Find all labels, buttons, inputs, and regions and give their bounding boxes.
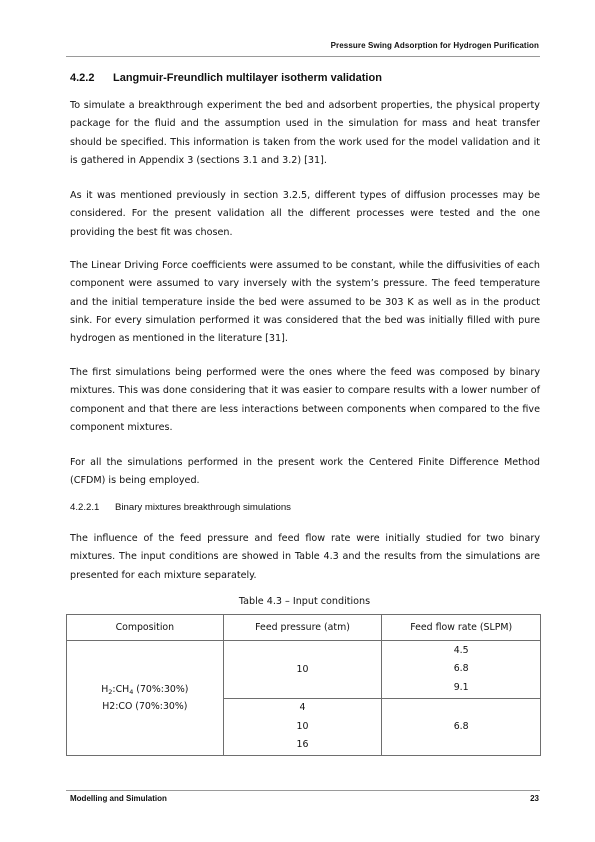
- composition-h2-co: H2:CO (70%:30%): [102, 701, 188, 712]
- paragraph-4: The first simulations being performed were the ones where the feed was composed by binary mixtures. This was done considering that it was easier to compare results with a lower number of component and that there are less interactions between components when compared to the five component mixtures.: [70, 367, 540, 433]
- page-number: 23: [530, 794, 539, 803]
- pressure-cell: [223, 698, 382, 756]
- table-header-row: [67, 615, 541, 641]
- input-conditions-table: [66, 614, 541, 756]
- flow-rate-cell: 6.8: [382, 698, 541, 756]
- paragraph-5: For all the simulations performed in the present work the Centered Finite Difference Method (CFDM) is being employed.: [70, 457, 540, 487]
- composition-h2-ch4: $H_2:CH_4$ (70%:30%): [101, 684, 189, 696]
- flow-rate-value: 4.5: [453, 644, 469, 656]
- subsection-title: Binary mixtures breakthrough simulations: [115, 502, 291, 513]
- subsection-number: 4.2.2.1: [70, 502, 100, 513]
- footer-chapter-title: Modelling and Simulation: [70, 794, 167, 803]
- composition-cell: [67, 641, 224, 756]
- column-header-feed-pressure: Feed pressure (atm): [223, 615, 382, 641]
- subsection-heading: [70, 502, 291, 513]
- table-caption: Table 4.3 – Input conditions: [238, 596, 371, 607]
- footer-divider: [66, 790, 540, 791]
- paragraph-1: To simulate a breakthrough experiment the bed and adsorbent properties, the physical property package for the fluid and the assumption used in the simulation for mass and heat transfer should be specified. This information is taken from the work used for the model validation and it is gathered in Appendix 3 (sections 3.1 and 3.2) [31].: [70, 100, 540, 166]
- flow-rate-value: 9.1: [453, 681, 469, 693]
- flow-rate-value: 6.8: [453, 663, 469, 674]
- flow-rate-cell: [382, 641, 541, 699]
- pressure-value: 10: [296, 720, 309, 732]
- pressure-cell: 10: [223, 641, 382, 699]
- column-header-composition: Composition: [67, 615, 224, 641]
- column-header-feed-flow-rate: Feed flow rate (SLPM): [382, 615, 541, 641]
- paragraph-6: The influence of the feed pressure and feed flow rate were initially studied for two binary mixtures. The input conditions are showed in Table 4.3 and the results from the simulations are presented for each mixture separately.: [70, 533, 540, 581]
- table-row: [67, 641, 541, 699]
- running-header-title: Pressure Swing Adsorption for Hydrogen Purification: [330, 41, 539, 50]
- paragraph-3: The Linear Driving Force coefficients were assumed to be constant, while the diffusivities of each component were assumed to vary inversely with the system’s pressure. The feed temperature and the initial temperature inside the bed were assumed to be 303 K as well as in the product sink. For every simulation performed it was considered that the bed was initially filled with pure hydrogen as mentioned in the literature [31].: [70, 260, 540, 345]
- section-number: 4.2.2: [70, 72, 95, 84]
- section-title: Langmuir-Freundlich multilayer isotherm validation: [113, 72, 382, 84]
- pressure-value: 4: [299, 702, 306, 713]
- header-divider: [66, 56, 540, 57]
- section-heading: [70, 72, 382, 84]
- pressure-value: 16: [296, 739, 309, 750]
- paragraph-2: As it was mentioned previously in section 3.2.5, different types of diffusion processes may be considered. For the present validation all the different processes were tested and the one providing the best fit was chosen.: [70, 190, 540, 238]
